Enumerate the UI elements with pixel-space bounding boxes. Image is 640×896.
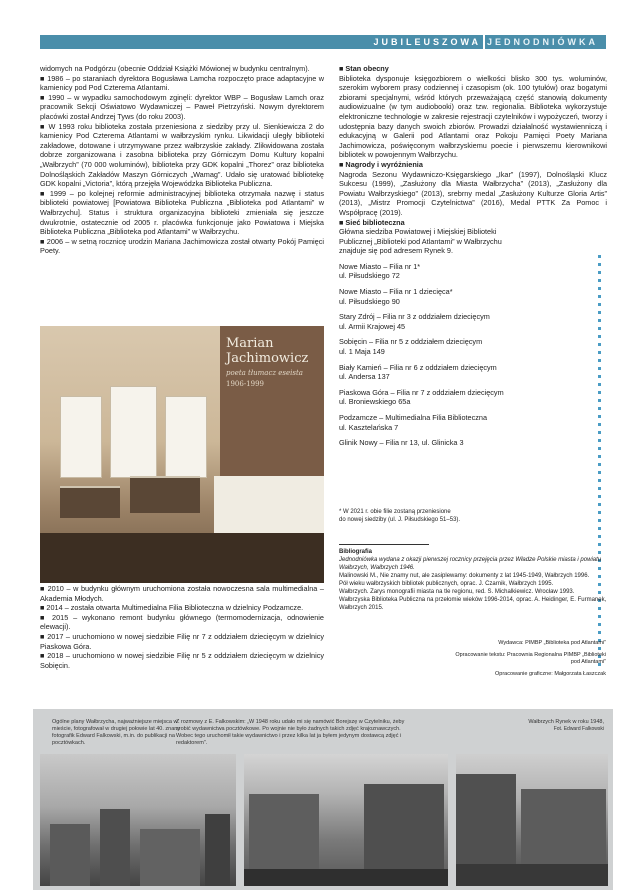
photo-panel: [60, 396, 102, 478]
historic-photo-street: [244, 754, 448, 886]
branch-item: [339, 312, 519, 331]
section-heading-stan: ■ Stan obecny: [339, 64, 389, 73]
branch-address: ul. Armii Krajowej 45: [339, 321, 406, 331]
branch-address: ul. Broniewskiego 65a: [339, 397, 411, 407]
branch-item: [339, 438, 519, 448]
branch-name: Nowe Miasto – Filia nr 1*: [339, 261, 421, 271]
paragraph: ■ 2017 – uruchomiono w nowej siedzibie Filię nr 7 z oddziałem dziecięcym w dzielnicy Piaskowa Góra.: [40, 631, 324, 651]
footnote-line: do nowej siedziby (ul. J. Piłsudskiego 51–53).: [339, 517, 461, 523]
branch-item: [339, 262, 519, 281]
historic-photo-market-square: [456, 754, 608, 886]
bibliography-item: Pół wieku wałbrzyskich bibliotek publicznych, oprac. J. Czarnik, Wałbrzych 1995.: [339, 581, 554, 587]
branch-address: ul. Kasztelańska 7: [339, 422, 399, 432]
strip-caption-middle: Z rozmowy z E. Falkowskim: „W 1948 roku udało mi się namówić Borejszę w Czytelniku, żeby zrobić wydawnictwa pocztówkowe. Po wojnie nie było żadnych takich zdjęć krajoznawczych. Wobec tego uruchomił takie wydawnictwo i przez kilka lat ja byłem jedynym dostawcą zdjęć i redaktorem”.: [176, 719, 405, 746]
branch-item: [339, 413, 519, 432]
branch-name: Podzamcze – Multimedialna Filia Biblioteczna: [339, 413, 488, 422]
historic-photo-city-panorama: [40, 754, 236, 886]
bibliography-item: Malinowski M., Nie znamy nut, ale zasiplewamy: dokumenty z lat 1945-1949, Wałbrzych 1996.: [339, 573, 590, 579]
strip-caption-right: [500, 719, 604, 733]
paragraph: Nagroda Sezonu Wydawniczo-Księgarskiego „Ikar” (1997), Dolnośląski Klucz Sukcesu (1999), „Zasłużony dla Miasta Wałbrzycha” (2013), „Zasłużony dla Powiatu Wałbrzyskiego” (2013), srebrny medal „Zasłużony Kulturze Gloria Artis” (2013), „Mistrz Promocji Czytelnictwa” (2016), Medal PTTK Za Pomoc i Współpracę (2019).: [339, 169, 607, 217]
bibliography-item: Wałbrzyska Biblioteka Publiczna na przełomie wieków 1996-2014, oprac. A. Heidinger, E. Furmanek, Wałbrzych 2015.: [339, 597, 607, 611]
photo-dates: 1906-1999: [226, 380, 264, 388]
footnote-line: * W 2021 r. obie filie zostaną przeniesione: [339, 509, 451, 515]
paragraph: ■ 1999 – po kolejnej reformie administracyjnej biblioteka otrzymała nazwę i status biblioteki powiatowej [Powiatowa Biblioteka Publiczna „Biblioteka pod Atlantami” w Wałbrzychu]. Status i struktura organizacyjna biblioteki zmieniała się jeszcze dwukrotnie, ostatecznie od 2005 r. placówka funkcjonuje jako Powiatowa i Miejska Biblioteka Publiczna „Biblioteka pod Atlantami” w Wałbrzychu.: [40, 188, 324, 237]
paragraph: ■ 2014 – została otwarta Multimedialna Filia Biblioteczna w dzielnicy Podzamcze.: [40, 603, 304, 613]
paragraph: ■ 1990 – w wypadku samochodowym zginęli: dyrektor WBP – Bogusław Lamch oraz pracownik Sekcji Oświatowo Wydawniczej – Paweł Pietrzyński. Nowym dyrektorem placówki został Andrzej Tyws (do roku 2003).: [40, 92, 324, 121]
branch-name: Nowe Miasto – Filia nr 1 dziecięca*: [339, 287, 453, 297]
siec-intro: Główna siedziba Powiatowej i Miejskiej Biblioteki Publicznej „Biblioteki pod Atlantami” w Wałbrzychu znajduje się pod adresem Rynek 9.: [339, 227, 502, 256]
photo-panel: [110, 386, 157, 478]
left-column-bottom: [40, 584, 324, 670]
branch-address: ul. Piłsudskiego 72: [339, 271, 400, 281]
right-column: [339, 64, 607, 454]
bibliography-heading: Bibliografia: [339, 549, 373, 555]
banner-part2: JEDNODNIÓWKA: [486, 37, 598, 47]
paragraph: Biblioteka dysponuje księgozbiorem o wielkości blisko 300 tys. woluminów, szerokim wyborem prasy codziennej i czasopism (ok. 100 tytułów) oraz bogatymi zbiorami specjalnymi, wśród których przeważającą część stanowią dokumenty audiowizualne (w tym audiobooki) oraz tzw. regionalia. Biblioteka wykorzystuje elektroniczne technologie w zakresie rejestracji czytelników i wypożyczeń, tworzy i udostępnia bazy danych swoich zbiorów. Prowadzi działalność wystawienniczą i edukacyjną w Galerii pod Atlantami oraz Pokoju Pamięci Poety Mariana Jachimowicza, poświęconym wałbrzyskiemu poecie i pierwszemu kierownikowi bibliotek w powojennym Wałbrzychu.: [339, 73, 607, 160]
branch-item: [339, 287, 519, 306]
bibliography-item: Wałbrzych. Zarys monografii miasta na tle regionu, red. S. Michalkiewicz. Wrocław 1993.: [339, 589, 575, 595]
strip-caption-right-credit: Fot. Edward Falkowski: [553, 726, 604, 732]
branch-name: Stary Zdrój – Filia nr 3 z oddziałem dziecięcym: [339, 312, 490, 322]
credit-graphic: Opracowanie graficzne: Małgorzata Łaszczak: [495, 671, 606, 677]
photo-name-line2: Jachimowicz: [226, 351, 309, 366]
divider: [339, 544, 429, 545]
photo-display-case: [60, 486, 120, 518]
banner-part1: JUBILEUSZOWA: [373, 37, 481, 47]
paragraph: ■ 2018 – uruchomiono w nowej siedzibie Filię nr 5 z oddziałem dziecięcym w dzielnicy Sobięcin.: [40, 651, 324, 670]
branch-name: Biały Kamień – Filia nr 6 z oddziałem dziecięcym: [339, 362, 497, 372]
credits: [446, 640, 606, 683]
paragraph: ■ W 1993 roku biblioteka została przeniesiona z siedziby przy ul. Sienkiewicza 2 do kamienicy Pod Czterema Atlantami w wałbrzyskim rynku. Likwidacji uległy biblioteki zakładowe, dotowane i utrzymywane przez wałbrzyskie zakłady. Zlikwidowana została dobrze zorganizowana i zasobna biblioteka przy Górniczym Domu Kultury kopalni „Wałbrzych” (70 000 woluminów), biblioteka przy GDK kopalni „Thorez” oraz biblioteka Dolnośląskich Zakładów Maszyn Górniczych „Wamag”. Udało się uratować bibliotekę GDK kopalni „Victoria”, którą przejęła Wojewódzka Biblioteka Publiczna.: [40, 121, 324, 189]
left-column-top: [40, 64, 324, 256]
photo-display: [214, 476, 324, 536]
branch-name: Sobięcin – Filia nr 5 z oddziałem dziecięcym: [339, 337, 483, 347]
branch-name: Piaskowa Góra – Filia nr 7 z oddziałem dziecięcym: [339, 387, 504, 397]
branch-item: [339, 337, 519, 356]
bibliography-item: Jednodniówka wydana z okazji pierwszej rocznicy przejęcia przez Władze Polskie miasta i powiatu Wałbrzych, Wałbrzych 1946.: [339, 557, 602, 571]
credit-publisher: Wydawca: PIMBP „Biblioteka pod Atlantami”: [498, 640, 606, 646]
credit-text: Opracowanie tekstu: Pracownia Regionalna PIMBP „Biblioteki pod Atlantami”: [455, 652, 606, 665]
branch-item: [339, 388, 519, 407]
banner-separator: [483, 35, 485, 49]
branch-list: [339, 227, 519, 448]
paragraph: widomych na Podgórzu (obecnie Oddział Książki Mówionej w budynku centralnym).: [40, 64, 310, 73]
branch-address: ul. Piłsudskiego 90: [339, 296, 400, 306]
photo-display-case: [130, 476, 200, 513]
memorial-room-photo: [40, 326, 324, 583]
paragraph: ■ 2010 – w budynku głównym uruchomiona została nowoczesna sala multimedialna – Akademia Młodych.: [40, 584, 324, 603]
paragraph: ■ 2015 – wykonano remont budynku głównego (termomodernizacja, odnowienie elewacji).: [40, 612, 324, 632]
photo-wall-title: [226, 336, 318, 388]
branch-item: [339, 363, 519, 382]
branch-name: Glinik Nowy – Filia nr 13, ul. Glinicka 3: [339, 438, 464, 448]
photo-floor: [40, 533, 324, 583]
header-banner: [40, 35, 606, 49]
footnote: [339, 508, 539, 524]
section-heading-nagrody: ■ Nagrody i wyróżnienia: [339, 159, 423, 169]
bibliography: [339, 548, 607, 612]
photo-panel: [165, 396, 207, 478]
paragraph: ■ 2006 – w setną rocznicę urodzin Mariana Jachimowicza został otwarty Pokój Pamięci Poety.: [40, 236, 324, 256]
strip-caption-left: Ogólne plany Wałbrzycha, najważniejsze miejsca w mieście, fotografował w drugiej połowie lat 40. znany fotografik Edward Falkowski, m.in. do publikacji na pocztówkach.: [52, 719, 181, 746]
branch-address: ul. 1 Maja 149: [339, 347, 385, 357]
paragraph: ■ 1986 – po staraniach dyrektora Bogusława Lamcha rozpoczęto prace adaptacyjne w kamienicy pod Pod Czterema Atlantami.: [40, 73, 324, 93]
photo-subtitle: poeta tłumacz eseista: [226, 369, 303, 377]
branch-address: ul. Andersa 137: [339, 372, 390, 382]
section-heading-siec: ■ Sieć biblioteczna: [339, 217, 405, 227]
photo-name-line1: Marian: [226, 336, 274, 351]
strip-caption-right-text: Wałbrzych Rynek w roku 1948,: [528, 719, 604, 725]
